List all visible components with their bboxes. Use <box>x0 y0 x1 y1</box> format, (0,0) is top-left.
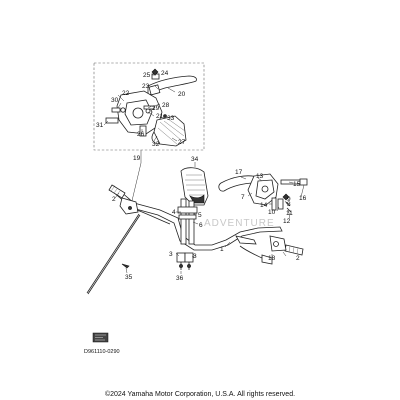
callout-5: 5 <box>198 212 202 219</box>
callout-8: 8 <box>287 201 291 208</box>
callout-15: 15 <box>293 181 301 188</box>
diagram-reference-code: D961110-0290 <box>84 349 120 355</box>
callout-23: 23 <box>142 83 150 90</box>
callout-10: 10 <box>268 209 276 216</box>
adjuster-nut-16 <box>300 179 307 185</box>
callout-13: 13 <box>256 173 264 180</box>
cable-adjuster <box>236 236 256 244</box>
washer <box>121 108 125 112</box>
callout-12: 12 <box>283 218 291 225</box>
callout-26: 26 <box>137 131 145 138</box>
callout-21: 21 <box>156 113 164 120</box>
callout-29: 29 <box>152 105 160 112</box>
callout-35: 35 <box>125 274 133 281</box>
callout-22: 22 <box>122 90 130 97</box>
cap-piece <box>149 85 160 95</box>
callout-7: 7 <box>241 194 245 201</box>
callout-17: 17 <box>235 169 243 176</box>
callout-33: 33 <box>167 115 175 122</box>
callout-9: 9 <box>287 196 291 203</box>
callout-27: 27 <box>178 139 186 146</box>
callout-11: 11 <box>286 210 293 217</box>
callout-4: 4 <box>172 209 176 216</box>
washer-36-right <box>187 264 190 267</box>
callout-14: 14 <box>260 202 268 209</box>
callout-25: 25 <box>143 72 151 79</box>
callout-28: 28 <box>162 102 170 109</box>
left-switch-body <box>120 198 138 214</box>
throttle-housing <box>270 236 286 251</box>
long-cable-line <box>87 214 139 293</box>
callout-6: 6 <box>199 222 203 229</box>
label-sticker-icon <box>93 333 108 342</box>
nut-3-left <box>177 253 185 262</box>
callout-1: 1 <box>220 246 224 253</box>
callout-19: 19 <box>133 155 141 162</box>
cable-clip <box>122 264 129 268</box>
callout-2-right: 2 <box>296 255 300 262</box>
watermark-text: ADVENTURE <box>204 218 275 229</box>
left-switch-screw <box>128 206 131 209</box>
riser-bolt-left <box>181 199 186 244</box>
callout-32: 32 <box>152 141 160 148</box>
callout-18: 18 <box>268 255 276 262</box>
callout-34: 34 <box>191 156 199 163</box>
callout-24: 24 <box>161 70 169 77</box>
callout-36: 36 <box>176 275 184 282</box>
callout-16: 16 <box>299 195 307 202</box>
cover-34 <box>181 162 208 205</box>
bolt-30 <box>112 108 120 112</box>
nut-3-right <box>185 253 193 262</box>
callout-31: 31 <box>96 122 104 129</box>
callout-3-right: 3 <box>193 253 197 260</box>
callout-20: 20 <box>178 91 186 98</box>
callout-30: 30 <box>111 97 119 104</box>
right-grip <box>285 245 303 255</box>
callout-2-left: 2 <box>112 196 116 203</box>
inset-leader-2 <box>131 163 141 205</box>
leader-2b <box>283 252 286 256</box>
long-cable-line-2 <box>88 215 140 294</box>
copyright-notice: ©2024 Yamaha Motor Corporation, U.S.A. All rights reserved. <box>104 391 296 398</box>
lower-clamp <box>179 215 196 219</box>
leader-35 <box>126 268 127 273</box>
washer-36-left <box>179 264 182 267</box>
bolt-31 <box>106 118 118 123</box>
callout-3-left: 3 <box>169 251 173 258</box>
